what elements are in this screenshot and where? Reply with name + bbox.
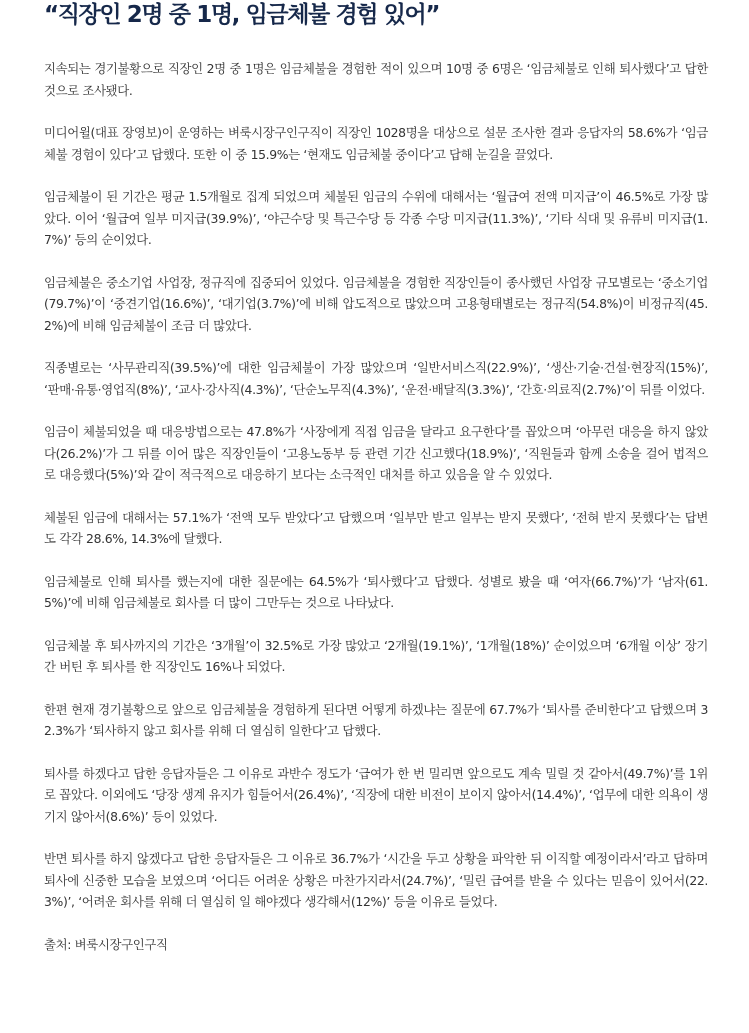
article-paragraph: 임금이 체불되었을 때 대응방법으로는 47.8%가 ‘사장에게 직접 임금을 달라고 요구한다’를 꼽았으며 ‘아무런 대응을 하지 않았다(26.2%)’가 그 뒤를 이어 많은 직장인들이 ‘고용노동부 등 관련 기간 신고했다(18.9%)’, ‘직원들과 함께 소송을 걸어 법적으로 대응했다(5%)’와 같이 적극적으로 대응하기 보다는 소극적인 대처를 하고 있음을 알 수 있었다. (44, 424, 708, 482)
article-source: 출처: 벼룩시장구인구직 (44, 936, 168, 952)
article-paragraph: 지속되는 경기불황으로 직장인 2명 중 1명은 임금체불을 경험한 적이 있으며 10명 중 6명은 ‘임금체불로 인해 퇴사했다’고 답한 것으로 조사됐다. (44, 61, 708, 98)
article-paragraph: 임금체불은 중소기업 사업장, 정규직에 집중되어 있었다. 임금체불을 경험한 직장인들이 종사했던 사업장 규모별로는 ‘중소기업(79.7%)’이 ‘중견기업(16.6%)’, ‘대기업(3.7%)’에 비해 압도적으로 많았으며 고용형태별로는 정규직(54.8%)이 비정규직(45.2%)에 비해 임금체불이 조금 더 많았다. (44, 274, 708, 333)
article-paragraph: 미디어윌(대표 장영보)이 운영하는 벼룩시장구인구직이 직장인 1028명을 대상으로 설문 조사한 결과 응답자의 58.6%가 ‘임금체불 경험이 있다’고 답했다. 또한 이 중 15.9%는 ‘현재도 임금체불 중이다’고 답해 눈길을 끌었다. (44, 125, 708, 162)
article-paragraph: 임금체불이 된 기간은 평균 1.5개월로 집계 되었으며 체불된 임금의 수위에 대해서는 ‘월급여 전액 미지급’이 46.5%로 가장 많았다. 이어 ‘월급여 일부 미지급(39.9%)’, ‘야근수당 및 특근수당 등 각종 수당 미지급(11.3%)’, ‘기타 식대 및 유류비 미지급(1.7%)’ 등의 순이었다. (44, 189, 708, 247)
article-paragraph: 퇴사를 하겠다고 답한 응답자들은 그 이유로 과반수 정도가 ‘급여가 한 번 밀리면 앞으로도 계속 밀릴 것 같아서(49.7%)’를 1위로 꼽았다. 이외에도 ‘당장 생계 유지가 힘들어서(26.4%)’, ‘직장에 대한 비전이 보이지 않아서(14.4%)’, ‘업무에 대한 의욕이 생기지 않아서(8.6%)’ 등이 있었다. (44, 765, 708, 824)
article-paragraph: 직종별로는 ‘사무관리직(39.5%)’에 대한 임금체불이 가장 많았으며 ‘일반서비스직(22.9%)’, ‘생산·기술·건설·현장직(15%)’, ‘판매·유통·영업직(8%)’, ‘교사·강사직(4.3%)’, ‘단순노무직(4.3%)’, ‘운전·배달직(3.3%)’, ‘간호·의료직(2.7%)’이 뒤를 이었다. (44, 360, 708, 397)
article-paragraph: 반면 퇴사를 하지 않겠다고 답한 응답자들은 그 이유로 36.7%가 ‘시간을 두고 상황을 파악한 뒤 이직할 예정이라서’라고 답하며 퇴사에 신중한 모습을 보였으며 ‘어디든 어려운 상황은 마찬가지라서(24.7%)’, ‘밀린 급여를 받을 수 있다는 믿음이 있어서(22.3%)’, ‘어려운 회사를 위해 더 열심히 일 해야겠다 생각해서(12%)’ 등을 이유로 들었다. (44, 851, 708, 909)
article-headline: “직장인 2명 중 1명, 임금체불 경험 있어” (44, 2, 440, 28)
article-paragraph: 임금체불로 인해 퇴사를 했는지에 대한 질문에는 64.5%가 ‘퇴사했다’고 답했다. 성별로 봤을 때 ‘여자(66.7%)’가 ‘남자(61.5%)’에 비해 임금체불로 회사를 더 많이 그만두는 것으로 나타났다. (44, 573, 708, 610)
article-paragraph: 체불된 임금에 대해서는 57.1%가 ‘전액 모두 받았다’고 답했으며 ‘일부만 받고 일부는 받지 못했다’, ‘전혀 받지 못했다’는 답변도 각각 28.6%, 14.3%에 달했다. (44, 509, 708, 546)
article-paragraph: 임금체불 후 퇴사까지의 기간은 ‘3개월’이 32.5%로 가장 많았고 ‘2개월(19.1%)’, ‘1개월(18%)’ 순이었으며 ‘6개월 이상’ 장기간 버틴 후 퇴사를 한 직장인도 16%나 되었다. (44, 637, 708, 674)
article-body (44, 58, 708, 955)
article-paragraph: 한편 현재 경기불황으로 앞으로 임금체불을 경험하게 된다면 어떻게 하겠냐는 질문에 67.7%가 ‘퇴사를 준비한다’고 답했으며 32.3%가 ‘퇴사하지 않고 회사를 위해 더 열심히 일한다’고 답했다. (44, 701, 708, 738)
